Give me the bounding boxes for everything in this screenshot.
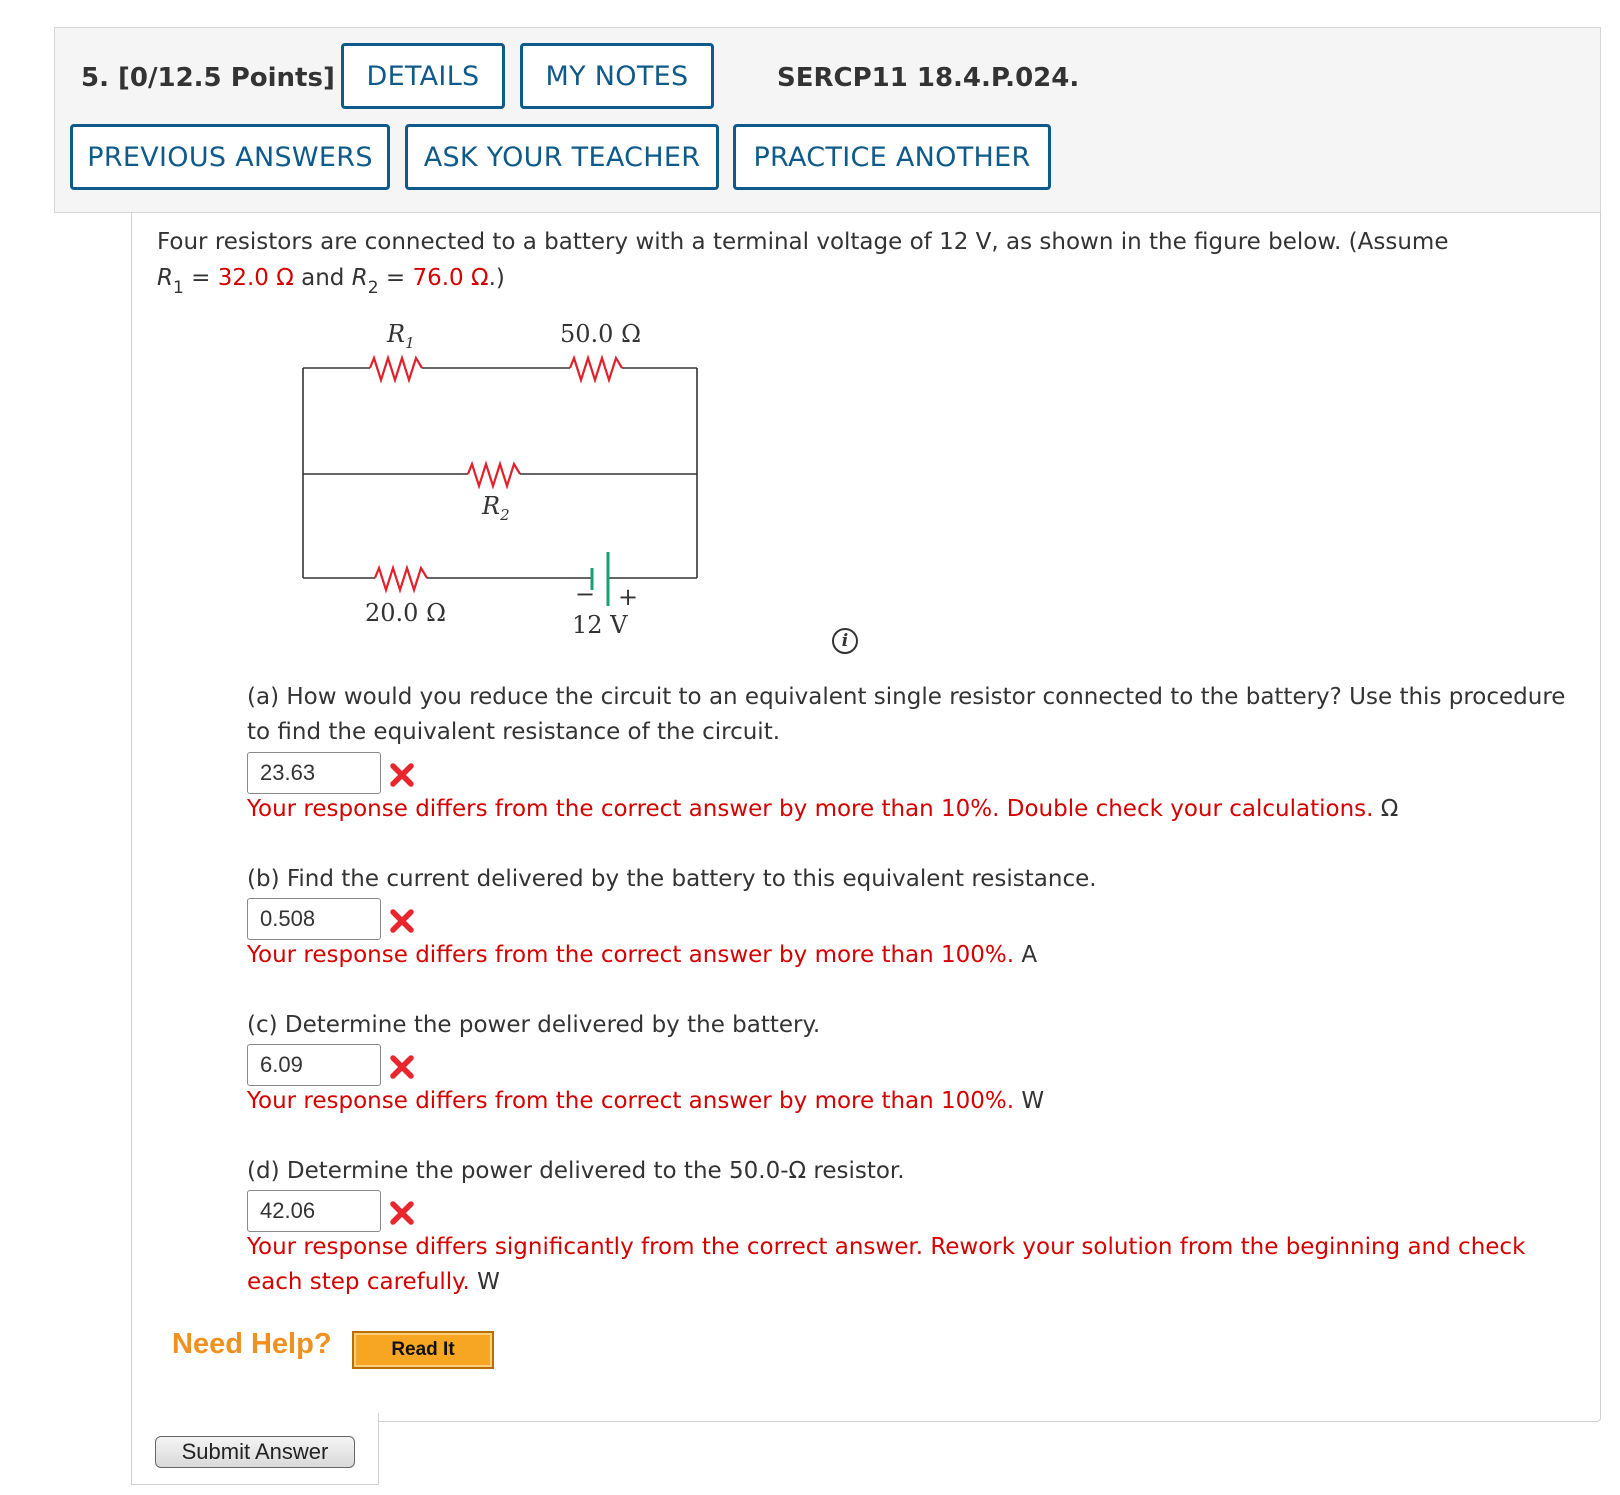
battery-minus-sign: − xyxy=(575,580,596,608)
r50-label: 50.0 Ω xyxy=(560,320,641,348)
part-c-feedback xyxy=(247,1084,1587,1119)
part-c-question: (c) Determine the power delivered by the battery. xyxy=(247,1012,821,1038)
r2-symbol: R xyxy=(351,265,368,291)
part-a-feedback xyxy=(247,792,1587,827)
r2-subscript: 2 xyxy=(367,278,379,298)
feedback-text: Your response differs significantly from the correct answer. Rework your solution from the beginning and check each step carefully. xyxy=(247,1234,1526,1295)
intro-closing: .) xyxy=(488,265,505,291)
part-a-question: (a) How would you reduce the circuit to an equivalent single resistor connected to the battery? Use this procedure to find the equivalent resistance of the circuit. xyxy=(247,684,1566,745)
r1-subscript: 1 xyxy=(172,278,184,298)
equals-sign: = xyxy=(385,265,406,291)
r2-label: $R_2$ xyxy=(482,492,510,524)
feedback-text: Your response differs from the correct answer by more than 100%. xyxy=(247,1088,1015,1114)
resistor-50-ohm xyxy=(570,358,622,380)
equals-sign: = xyxy=(191,265,211,291)
info-icon[interactable]: i xyxy=(832,628,858,654)
part-d-question: (d) Determine the power delivered to the 50.0-Ω resistor. xyxy=(247,1158,905,1184)
details-button[interactable]: DETAILS xyxy=(341,43,505,109)
circuit-wires xyxy=(303,368,697,578)
feedback-text: Your response differs from the correct answer by more than 10%. Double check your calculations. xyxy=(247,796,1374,822)
battery-voltage-label: 12 V xyxy=(572,611,628,639)
r1-label: $R_1$ xyxy=(387,320,415,352)
part-a-unit: Ω xyxy=(1380,796,1399,822)
intro-text: Four resistors are connected to a battery with a terminal voltage of 12 V, as shown in the figure below. (Assume xyxy=(157,229,1449,255)
ask-your-teacher-button[interactable]: ASK YOUR TEACHER xyxy=(405,124,719,190)
part-d-answer-input[interactable]: 42.06 xyxy=(247,1190,381,1232)
problem-statement xyxy=(157,224,1577,298)
read-it-button[interactable]: Read It xyxy=(352,1331,494,1369)
question-header xyxy=(54,27,1601,213)
previous-answers-button[interactable]: PREVIOUS ANSWERS xyxy=(70,124,390,190)
part-b-question: (b) Find the current delivered by the battery to this equivalent resistance. xyxy=(247,866,1097,892)
battery-plus-sign: + xyxy=(618,583,639,611)
practice-another-button[interactable]: PRACTICE ANOTHER xyxy=(733,124,1051,190)
r2-value: 76.0 Ω xyxy=(412,265,489,291)
part-c-unit: W xyxy=(1021,1088,1045,1114)
my-notes-button[interactable]: MY NOTES xyxy=(520,43,714,109)
feedback-text: Your response differs from the correct answer by more than 100%. xyxy=(247,942,1015,968)
part-d-unit: W xyxy=(477,1269,500,1295)
part-c-answer-input[interactable]: 6.09 xyxy=(247,1044,381,1086)
need-help-label: Need Help? xyxy=(172,1328,332,1360)
part-a-answer-input[interactable]: 23.63 xyxy=(247,752,381,794)
question-title xyxy=(81,63,335,93)
part-b-unit: A xyxy=(1021,942,1038,968)
question-points: [0/12.5 Points] xyxy=(118,63,335,93)
incorrect-icon xyxy=(389,762,415,788)
and-text: and xyxy=(301,265,345,291)
r20-label: 20.0 Ω xyxy=(365,599,446,627)
part-b-answer-input[interactable]: 0.508 xyxy=(247,898,381,940)
incorrect-icon xyxy=(389,1054,415,1080)
incorrect-icon xyxy=(389,1200,415,1226)
circuit-diagram xyxy=(290,310,710,640)
r1-value: 32.0 Ω xyxy=(217,265,294,291)
r1-symbol: R xyxy=(157,265,173,291)
question-number: 5. xyxy=(81,63,109,93)
resistor-r1 xyxy=(370,358,422,380)
resistor-r2 xyxy=(468,464,520,486)
part-b-feedback xyxy=(247,938,1587,973)
incorrect-icon xyxy=(389,908,415,934)
problem-code: SERCP11 18.4.P.024. xyxy=(777,63,1080,93)
part-d-feedback xyxy=(247,1230,1587,1300)
submit-answer-button[interactable]: Submit Answer xyxy=(155,1436,355,1468)
resistor-20-ohm xyxy=(375,568,427,590)
